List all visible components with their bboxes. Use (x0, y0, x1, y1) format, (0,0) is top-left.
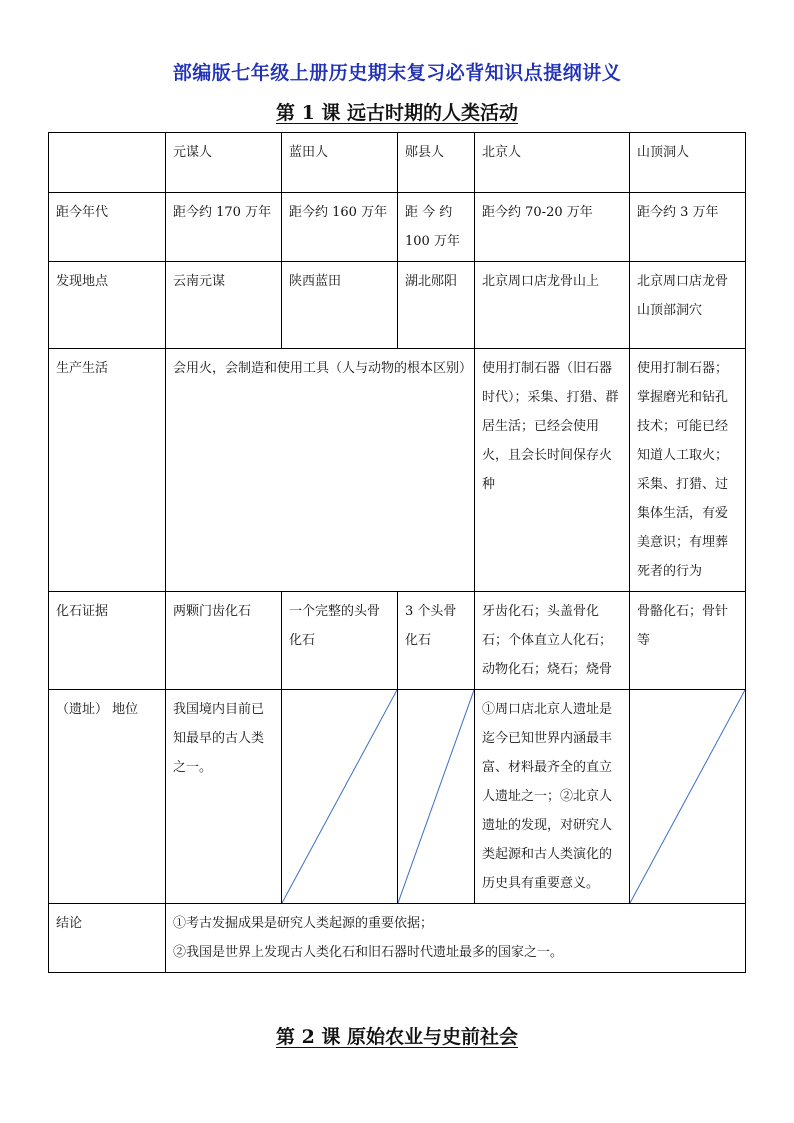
conclusion-line-1: ①考古发掘成果是研究人类起源的重要依据； (173, 916, 434, 931)
diagonal-slash (630, 690, 745, 903)
table-row-header (49, 133, 746, 193)
life-beijing: 使用打制石器（旧石器时代）；采集、打猎、群居生活；已经会使用火，且会长时间保存火种 (475, 349, 630, 592)
fossils-shandingdong: 骨骼化石；骨针等 (630, 592, 746, 690)
header-cell-shandingdong: 山顶洞人 (630, 133, 746, 193)
row-label-life: 生产生活 (49, 349, 166, 592)
status-beijing: ①周口店北京人遗址是迄今已知世界内涵最丰富、材料最齐全的直立人遗址之一；②北京人遗址的发现，对研究人类起源和古人类演化的历史具有重要意义。 (475, 690, 630, 904)
row-label-conclusion: 结论 (49, 904, 166, 973)
table-row-location (49, 262, 746, 349)
header-cell-beijing: 北京人 (475, 133, 630, 193)
table-row-age (49, 193, 746, 262)
header-cell-empty (49, 133, 166, 193)
table-row-status (49, 690, 746, 904)
age-yunxian: 距 今 约 100 万年 (398, 193, 475, 262)
table-row-conclusion (49, 904, 746, 973)
table-row-fossils (49, 592, 746, 690)
fossils-yunxian: 3 个头骨化石 (398, 592, 475, 690)
header-cell-yunxian: 郧县人 (398, 133, 475, 193)
status-yunxian-empty (398, 690, 475, 904)
early-humans-table (48, 132, 746, 973)
conclusion-cell (166, 904, 746, 973)
age-shandingdong: 距今约 3 万年 (630, 193, 746, 262)
diagonal-slash (282, 690, 397, 903)
age-yuanmou: 距今约 170 万年 (166, 193, 282, 262)
fossils-beijing: 牙齿化石；头盖骨化石；个体直立人化石；动物化石；烧石；烧骨 (475, 592, 630, 690)
header-cell-lantian: 蓝田人 (282, 133, 398, 193)
fossils-yuanmou: 两颗门齿化石 (166, 592, 282, 690)
row-label-age: 距今年代 (49, 193, 166, 262)
diagonal-slash (398, 690, 474, 903)
fossils-lantian: 一个完整的头骨化石 (282, 592, 398, 690)
location-beijing: 北京周口店龙骨山上 (475, 262, 630, 349)
location-yuanmou: 云南元谋 (166, 262, 282, 349)
row-label-location: 发现地点 (49, 262, 166, 349)
header-cell-yuanmou: 元谋人 (166, 133, 282, 193)
row-label-status: （遗址） 地位 (49, 690, 166, 904)
location-lantian: 陕西蓝田 (282, 262, 398, 349)
status-shandingdong-empty (630, 690, 746, 904)
table-row-life (49, 349, 746, 592)
status-lantian-empty (282, 690, 398, 904)
age-lantian: 距今约 160 万年 (282, 193, 398, 262)
row-label-fossils: 化石证据 (49, 592, 166, 690)
age-beijing: 距今约 70-20 万年 (475, 193, 630, 262)
document-title: 部编版七年级上册历史期末复习必背知识点提纲讲义 (172, 62, 622, 84)
location-shandingdong: 北京周口店龙骨山顶部洞穴 (630, 262, 746, 349)
status-yuanmou: 我国境内目前已知最早的古人类之一。 (166, 690, 282, 904)
lesson-2-title: 第 2 课 原始农业与史前社会 (275, 1026, 519, 1048)
location-yunxian: 湖北郧阳 (398, 262, 475, 349)
life-shandingdong: 使用打制石器；掌握磨光和钻孔技术；可能已经知道人工取火；采集、打猎、过集体生活，有爱美意识；有埋葬死者的行为 (630, 349, 746, 592)
life-early-humans: 会用火，会制造和使用工具（人与动物的根本区别） (166, 349, 475, 592)
conclusion-line-2: ②我国是世界上发现古人类化石和旧石器时代遗址最多的国家之一。 (173, 945, 564, 960)
lesson-1-title: 第 1 课 远古时期的人类活动 (275, 102, 519, 124)
